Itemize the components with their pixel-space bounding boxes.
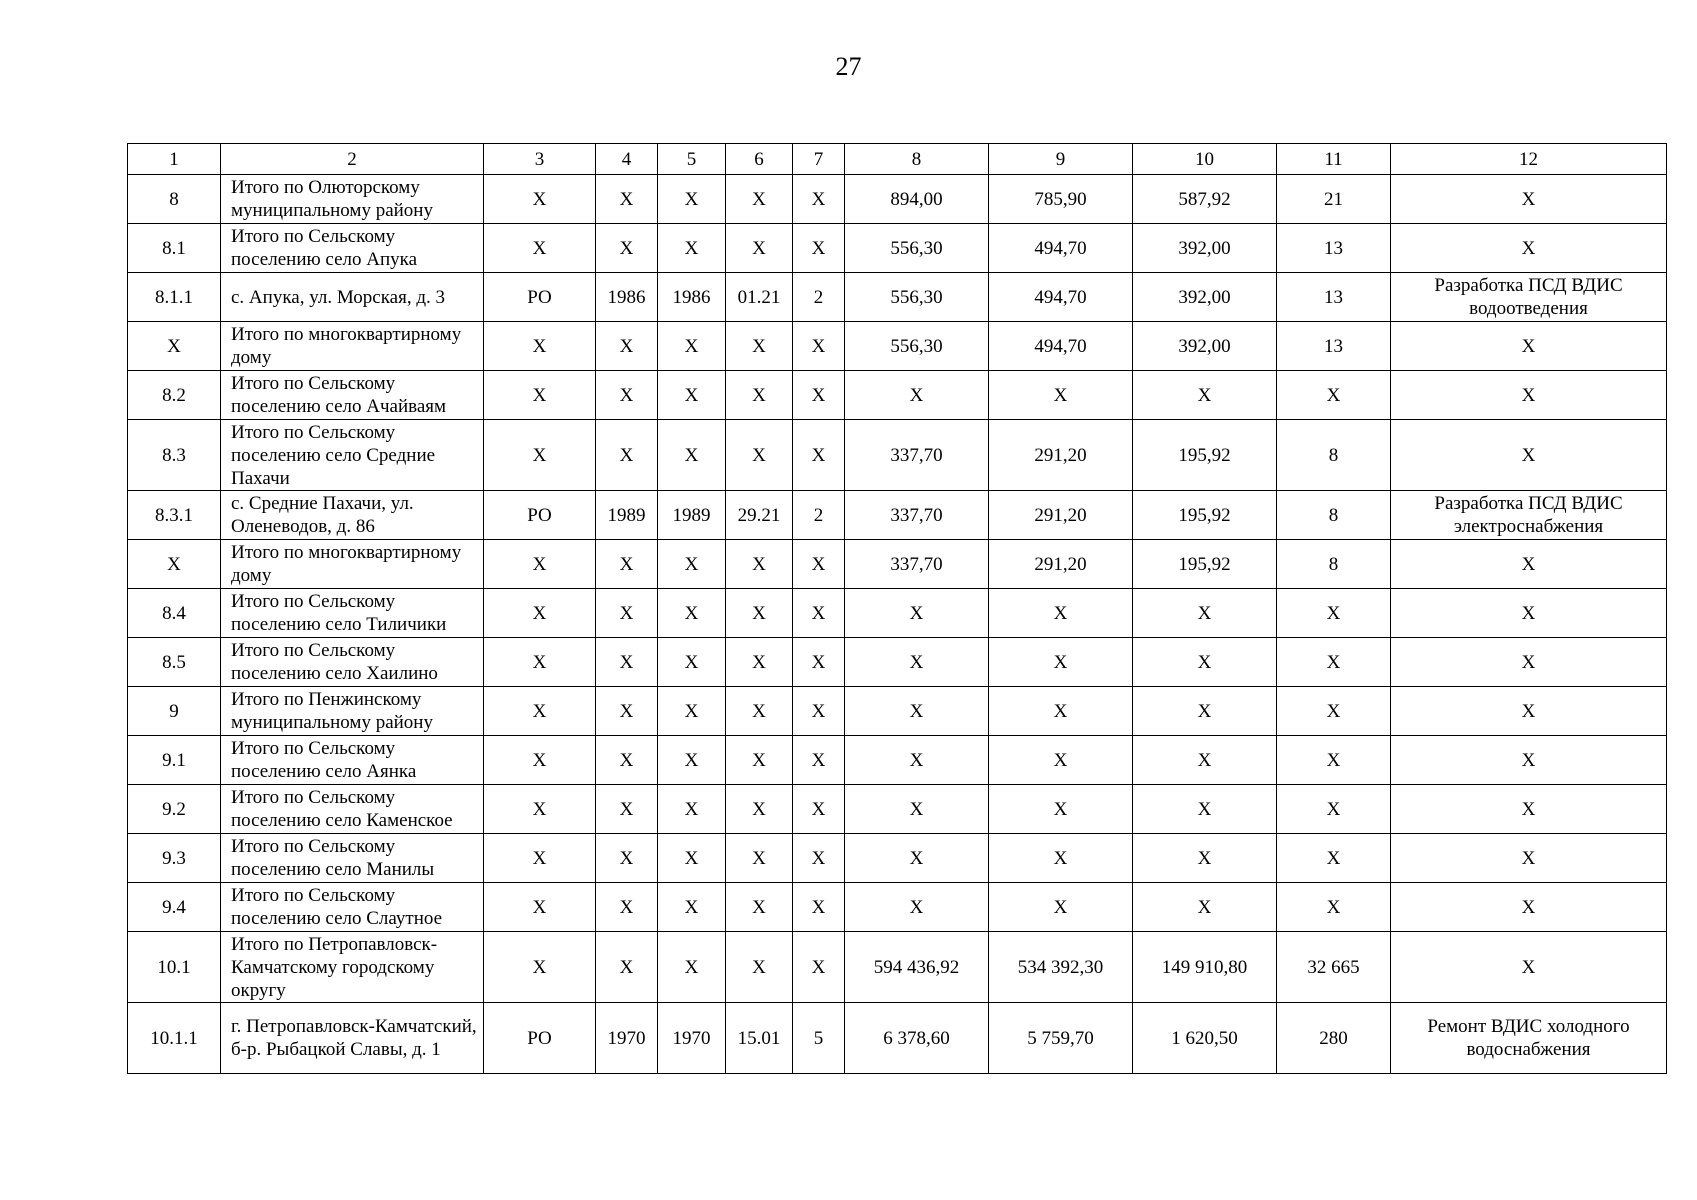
header-cell: 11 (1277, 144, 1391, 175)
cell-col-6: X (726, 589, 793, 638)
cell-col-10: X (1133, 589, 1277, 638)
cell-col-8: X (845, 736, 989, 785)
cell-col-8: X (845, 589, 989, 638)
cell-col-8: X (845, 834, 989, 883)
header-cell: 12 (1391, 144, 1667, 175)
cell-col-4: X (596, 736, 658, 785)
row-name: Итого по Олюторскому муниципальному району (221, 175, 484, 224)
cell-col-4: X (596, 834, 658, 883)
row-number: 8.2 (128, 371, 221, 420)
cell-col-6: X (726, 175, 793, 224)
cell-col-11: 280 (1277, 1003, 1391, 1074)
cell-col-6: X (726, 540, 793, 589)
cell-col-5: 1989 (658, 491, 726, 540)
row-number: 8.5 (128, 638, 221, 687)
cell-col-12: X (1391, 371, 1667, 420)
cell-col-6: X (726, 638, 793, 687)
cell-col-3: X (484, 687, 596, 736)
cell-col-7: 5 (793, 1003, 845, 1074)
cell-col-6: X (726, 785, 793, 834)
cell-col-10: 149 910,80 (1133, 932, 1277, 1003)
cell-col-7: 2 (793, 491, 845, 540)
row-name: Итого по Сельскому поселению село Хаилино (221, 638, 484, 687)
header-cell: 7 (793, 144, 845, 175)
cell-col-3: РО (484, 273, 596, 322)
cell-col-3: X (484, 420, 596, 491)
cell-col-5: X (658, 589, 726, 638)
cell-col-3: X (484, 322, 596, 371)
cell-col-10: 195,92 (1133, 420, 1277, 491)
table-body (128, 144, 1667, 1074)
row-number: 10.1 (128, 932, 221, 1003)
cell-col-10: X (1133, 687, 1277, 736)
cell-col-7: X (793, 638, 845, 687)
row-number: 9 (128, 687, 221, 736)
cell-col-12: X (1391, 224, 1667, 273)
cell-col-10: 392,00 (1133, 273, 1277, 322)
cell-col-10: 195,92 (1133, 491, 1277, 540)
cell-col-5: 1986 (658, 273, 726, 322)
row-number: 8.1 (128, 224, 221, 273)
cell-col-9: 785,90 (989, 175, 1133, 224)
cell-col-5: X (658, 883, 726, 932)
cell-col-8: X (845, 371, 989, 420)
cell-col-9: 291,20 (989, 420, 1133, 491)
cell-col-10: X (1133, 883, 1277, 932)
cell-col-6: X (726, 932, 793, 1003)
cell-col-7: X (793, 371, 845, 420)
cell-col-3: X (484, 932, 596, 1003)
row-number: X (128, 322, 221, 371)
row-number: 10.1.1 (128, 1003, 221, 1074)
table-row (128, 687, 1667, 736)
row-name: Итого по Сельскому поселению село Каменское (221, 785, 484, 834)
cell-col-5: X (658, 322, 726, 371)
cell-col-5: X (658, 687, 726, 736)
cell-col-4: 1986 (596, 273, 658, 322)
cell-col-10: X (1133, 638, 1277, 687)
cell-col-12: X (1391, 175, 1667, 224)
cell-col-9: 494,70 (989, 322, 1133, 371)
cell-col-9: 534 392,30 (989, 932, 1133, 1003)
cell-col-8: 337,70 (845, 540, 989, 589)
cell-col-10: 392,00 (1133, 224, 1277, 273)
cell-col-7: X (793, 834, 845, 883)
cell-col-11: X (1277, 785, 1391, 834)
cell-col-12: X (1391, 883, 1667, 932)
cell-col-4: X (596, 420, 658, 491)
cell-col-8: 894,00 (845, 175, 989, 224)
cell-col-11: X (1277, 371, 1391, 420)
cell-col-3: X (484, 540, 596, 589)
header-cell: 4 (596, 144, 658, 175)
cell-col-12: X (1391, 589, 1667, 638)
row-name: с. Средние Пахачи, ул. Оленеводов, д. 86 (221, 491, 484, 540)
row-name: Итого по многоквартирному дому (221, 540, 484, 589)
cell-col-7: X (793, 785, 845, 834)
cell-col-9: 5 759,70 (989, 1003, 1133, 1074)
cell-col-8: 337,70 (845, 491, 989, 540)
table-row (128, 420, 1667, 491)
cell-col-3: РО (484, 1003, 596, 1074)
row-name: Итого по Сельскому поселению село Ачайваям (221, 371, 484, 420)
row-number: 8.1.1 (128, 273, 221, 322)
table-row (128, 785, 1667, 834)
cell-col-3: X (484, 736, 596, 785)
cell-col-5: X (658, 638, 726, 687)
cell-col-6: X (726, 420, 793, 491)
cell-col-3: X (484, 589, 596, 638)
cell-col-12: Ремонт ВДИС холодного водоснабжения (1391, 1003, 1667, 1074)
cell-col-11: 8 (1277, 540, 1391, 589)
cell-col-4: X (596, 883, 658, 932)
cell-col-3: X (484, 371, 596, 420)
cell-col-12: X (1391, 736, 1667, 785)
cell-col-10: X (1133, 834, 1277, 883)
cell-col-7: X (793, 540, 845, 589)
cell-col-5: X (658, 736, 726, 785)
header-cell: 6 (726, 144, 793, 175)
table-row (128, 224, 1667, 273)
cell-col-8: X (845, 785, 989, 834)
cell-col-3: X (484, 638, 596, 687)
cell-col-8: 556,30 (845, 322, 989, 371)
cell-col-3: X (484, 883, 596, 932)
cell-col-6: X (726, 322, 793, 371)
cell-col-7: X (793, 420, 845, 491)
row-number: 9.1 (128, 736, 221, 785)
cell-col-12: X (1391, 785, 1667, 834)
cell-col-10: X (1133, 371, 1277, 420)
row-number: 8.3 (128, 420, 221, 491)
cell-col-11: 32 665 (1277, 932, 1391, 1003)
cell-col-5: X (658, 785, 726, 834)
cell-col-7: X (793, 687, 845, 736)
cell-col-4: 1989 (596, 491, 658, 540)
cell-col-7: X (793, 736, 845, 785)
table-row (128, 273, 1667, 322)
cell-col-6: X (726, 687, 793, 736)
cell-col-9: 291,20 (989, 540, 1133, 589)
cell-col-8: 337,70 (845, 420, 989, 491)
cell-col-5: X (658, 224, 726, 273)
cell-col-4: X (596, 932, 658, 1003)
row-number: 8.3.1 (128, 491, 221, 540)
cell-col-5: 1970 (658, 1003, 726, 1074)
cell-col-8: X (845, 638, 989, 687)
header-cell: 8 (845, 144, 989, 175)
cell-col-7: X (793, 589, 845, 638)
cell-col-12: Разработка ПСД ВДИС водоотведения (1391, 273, 1667, 322)
row-name: с. Апука, ул. Морская, д. 3 (221, 273, 484, 322)
cell-col-4: X (596, 638, 658, 687)
cell-col-12: X (1391, 322, 1667, 371)
table-row (128, 491, 1667, 540)
cell-col-5: X (658, 371, 726, 420)
cell-col-8: 594 436,92 (845, 932, 989, 1003)
cell-col-4: X (596, 687, 658, 736)
row-number: 9.3 (128, 834, 221, 883)
cell-col-9: 494,70 (989, 273, 1133, 322)
row-name: Итого по Сельскому поселению село Средние Пахачи (221, 420, 484, 491)
cell-col-9: 494,70 (989, 224, 1133, 273)
cell-col-12: X (1391, 687, 1667, 736)
data-table (127, 143, 1667, 1074)
table-row (128, 638, 1667, 687)
cell-col-5: X (658, 175, 726, 224)
cell-col-7: X (793, 175, 845, 224)
cell-col-11: X (1277, 687, 1391, 736)
cell-col-9: X (989, 834, 1133, 883)
cell-col-6: X (726, 834, 793, 883)
row-name: Итого по Сельскому поселению село Апука (221, 224, 484, 273)
table-row (128, 932, 1667, 1003)
cell-col-12: X (1391, 540, 1667, 589)
cell-col-11: X (1277, 589, 1391, 638)
cell-col-10: 587,92 (1133, 175, 1277, 224)
cell-col-11: X (1277, 834, 1391, 883)
cell-col-4: X (596, 322, 658, 371)
cell-col-7: X (793, 224, 845, 273)
cell-col-7: X (793, 932, 845, 1003)
row-name: Итого по Сельскому поселению село Тиличики (221, 589, 484, 638)
table-row (128, 322, 1667, 371)
row-number: X (128, 540, 221, 589)
cell-col-11: X (1277, 638, 1391, 687)
cell-col-11: 13 (1277, 322, 1391, 371)
cell-col-5: X (658, 834, 726, 883)
cell-col-4: X (596, 371, 658, 420)
cell-col-12: X (1391, 834, 1667, 883)
row-name: Итого по Пенжинскому муниципальному району (221, 687, 484, 736)
table-row (128, 736, 1667, 785)
header-cell: 3 (484, 144, 596, 175)
cell-col-6: X (726, 224, 793, 273)
cell-col-11: 21 (1277, 175, 1391, 224)
cell-col-6: X (726, 883, 793, 932)
cell-col-11: 13 (1277, 273, 1391, 322)
cell-col-11: 8 (1277, 491, 1391, 540)
page-number: 27 (835, 52, 862, 81)
cell-col-3: X (484, 785, 596, 834)
row-number: 8.4 (128, 589, 221, 638)
cell-col-5: X (658, 932, 726, 1003)
row-name: Итого по Сельскому поселению село Аянка (221, 736, 484, 785)
cell-col-9: X (989, 638, 1133, 687)
row-name: г. Петропавловск-Камчатский, б-р. Рыбацкой Славы, д. 1 (221, 1003, 484, 1074)
row-name: Итого по многоквартирному дому (221, 322, 484, 371)
cell-col-12: Разработка ПСД ВДИС электроснабжения (1391, 491, 1667, 540)
cell-col-11: 13 (1277, 224, 1391, 273)
header-cell: 2 (221, 144, 484, 175)
header-cell: 1 (128, 144, 221, 175)
cell-col-6: X (726, 736, 793, 785)
cell-col-6: 01.21 (726, 273, 793, 322)
table-row (128, 371, 1667, 420)
cell-col-10: 392,00 (1133, 322, 1277, 371)
cell-col-3: X (484, 175, 596, 224)
cell-col-9: X (989, 371, 1133, 420)
cell-col-8: X (845, 883, 989, 932)
cell-col-8: 556,30 (845, 224, 989, 273)
row-name: Итого по Сельскому поселению село Манилы (221, 834, 484, 883)
cell-col-11: X (1277, 883, 1391, 932)
cell-col-11: X (1277, 736, 1391, 785)
cell-col-4: X (596, 785, 658, 834)
cell-col-10: X (1133, 785, 1277, 834)
cell-col-4: X (596, 540, 658, 589)
cell-col-7: 2 (793, 273, 845, 322)
cell-col-11: 8 (1277, 420, 1391, 491)
header-row (128, 144, 1667, 175)
cell-col-10: X (1133, 736, 1277, 785)
cell-col-3: X (484, 834, 596, 883)
table-row (128, 883, 1667, 932)
cell-col-3: РО (484, 491, 596, 540)
row-name: Итого по Сельскому поселению село Слаутное (221, 883, 484, 932)
cell-col-5: X (658, 540, 726, 589)
cell-col-12: X (1391, 932, 1667, 1003)
row-number: 9.4 (128, 883, 221, 932)
cell-col-3: X (484, 224, 596, 273)
cell-col-9: X (989, 589, 1133, 638)
cell-col-12: X (1391, 638, 1667, 687)
cell-col-5: X (658, 420, 726, 491)
cell-col-7: X (793, 883, 845, 932)
row-name: Итого по Петропавловск-Камчатскому городскому округу (221, 932, 484, 1003)
row-number: 9.2 (128, 785, 221, 834)
cell-col-7: X (793, 322, 845, 371)
table-row (128, 540, 1667, 589)
cell-col-9: 291,20 (989, 491, 1133, 540)
table-row (128, 589, 1667, 638)
cell-col-8: 556,30 (845, 273, 989, 322)
cell-col-4: X (596, 175, 658, 224)
cell-col-6: 15.01 (726, 1003, 793, 1074)
cell-col-9: X (989, 785, 1133, 834)
table-row (128, 1003, 1667, 1074)
cell-col-8: 6 378,60 (845, 1003, 989, 1074)
table-row (128, 175, 1667, 224)
cell-col-9: X (989, 883, 1133, 932)
cell-col-4: X (596, 589, 658, 638)
cell-col-10: 1 620,50 (1133, 1003, 1277, 1074)
cell-col-10: 195,92 (1133, 540, 1277, 589)
cell-col-6: 29.21 (726, 491, 793, 540)
cell-col-9: X (989, 687, 1133, 736)
cell-col-4: X (596, 224, 658, 273)
cell-col-9: X (989, 736, 1133, 785)
row-number: 8 (128, 175, 221, 224)
cell-col-12: X (1391, 420, 1667, 491)
header-cell: 9 (989, 144, 1133, 175)
header-cell: 5 (658, 144, 726, 175)
header-cell: 10 (1133, 144, 1277, 175)
cell-col-8: X (845, 687, 989, 736)
table-row (128, 834, 1667, 883)
cell-col-4: 1970 (596, 1003, 658, 1074)
cell-col-6: X (726, 371, 793, 420)
